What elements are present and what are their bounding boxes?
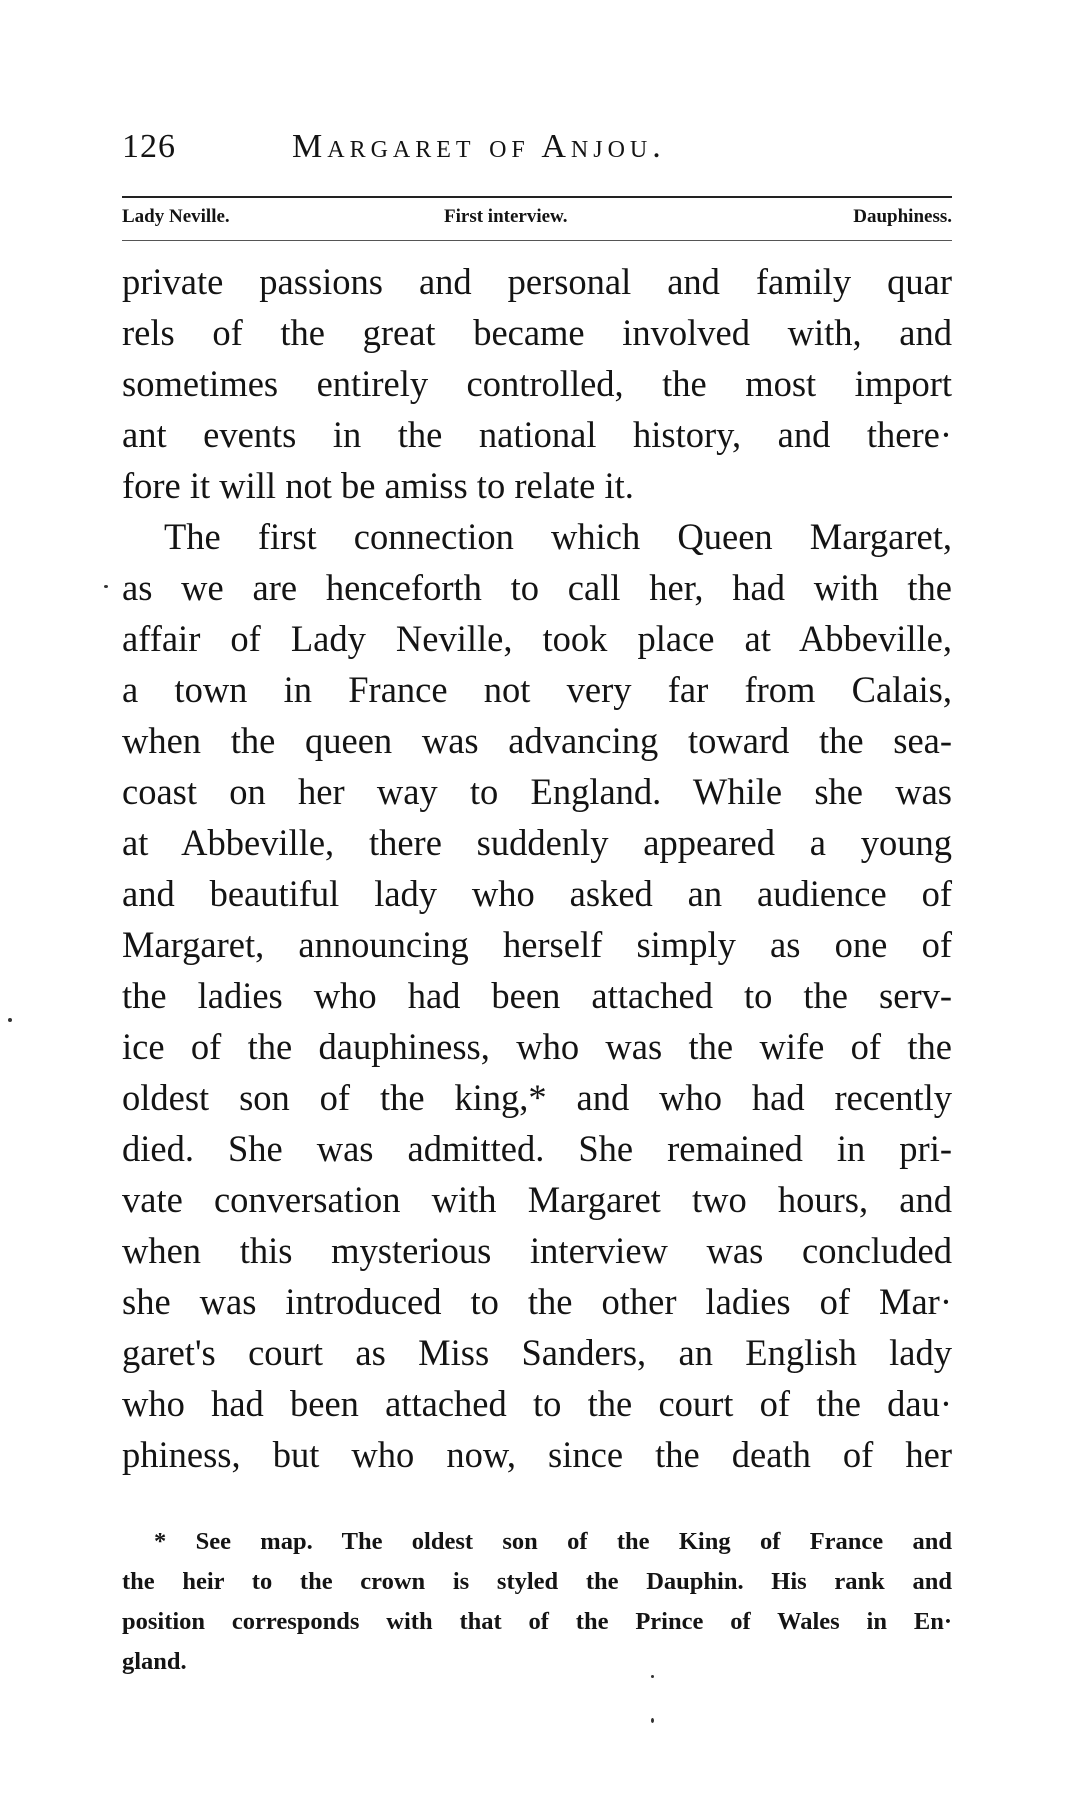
text-line: died. She was admitted. She remained in pri- [122, 1128, 952, 1169]
text-line: who had been attached to the court of the dau· [122, 1383, 952, 1424]
text-line: the ladies who had been attached to the serv- [122, 975, 952, 1016]
header-rule [122, 196, 952, 198]
text-line: The first connection which Queen Margaret, [164, 516, 952, 557]
page-number: 126 [122, 128, 176, 165]
topic-headings [122, 206, 952, 234]
text-line: garet's court as Miss Sanders, an English lady [122, 1332, 952, 1373]
text-line: rels of the great became involved with, and [122, 312, 952, 353]
speck [104, 585, 108, 588]
text-line: at Abbeville, there suddenly appeared a young [122, 822, 952, 863]
footnote [122, 1522, 952, 1682]
footnote-line: the heir to the crown is styled the Dauphin. His rank and [122, 1568, 952, 1595]
text-line: Margaret, announcing herself simply as one of [122, 924, 952, 965]
text-line: fore it will not be amiss to relate it. [122, 465, 634, 506]
speck [8, 1018, 12, 1022]
text-line: vate conversation with Margaret two hours, and [122, 1179, 952, 1220]
topic-right: Dauphiness. [853, 206, 952, 227]
topic-center: First interview. [444, 206, 568, 227]
speck [651, 1675, 654, 1678]
topic-left: Lady Neville. [122, 206, 230, 227]
text-line: and beautiful lady who asked an audience of [122, 873, 952, 914]
text-line: a town in France not very far from Calais, [122, 669, 952, 710]
text-line: when the queen was advancing toward the sea- [122, 720, 952, 761]
text-line: ice of the dauphiness, who was the wife of the [122, 1026, 952, 1067]
running-head [122, 128, 952, 172]
text-line: oldest son of the king,* and who had recently [122, 1077, 952, 1118]
book-title: Margaret of Anjou. [292, 128, 666, 165]
text-line: when this mysterious interview was concluded [122, 1230, 952, 1271]
text-line: ant events in the national history, and there· [122, 414, 952, 455]
text-line: private passions and personal and family quar [122, 261, 952, 302]
speck [651, 1718, 654, 1723]
topic-rule [122, 240, 952, 241]
body-text [122, 256, 952, 1480]
text-line: affair of Lady Neville, took place at Abbeville, [122, 618, 952, 659]
text-line: phiness, but who now, since the death of her [122, 1434, 952, 1475]
text-line: she was introduced to the other ladies of Mar· [122, 1281, 952, 1322]
text-line: sometimes entirely controlled, the most import [122, 363, 952, 404]
footnote-line: gland. [122, 1648, 187, 1675]
text-line: coast on her way to England. While she was [122, 771, 952, 812]
text-line: as we are henceforth to call her, had with the [122, 567, 952, 608]
footnote-line: position corresponds with that of the Prince of Wales in En· [122, 1608, 952, 1635]
footnote-line: * See map. The oldest son of the King of France and [154, 1528, 952, 1555]
